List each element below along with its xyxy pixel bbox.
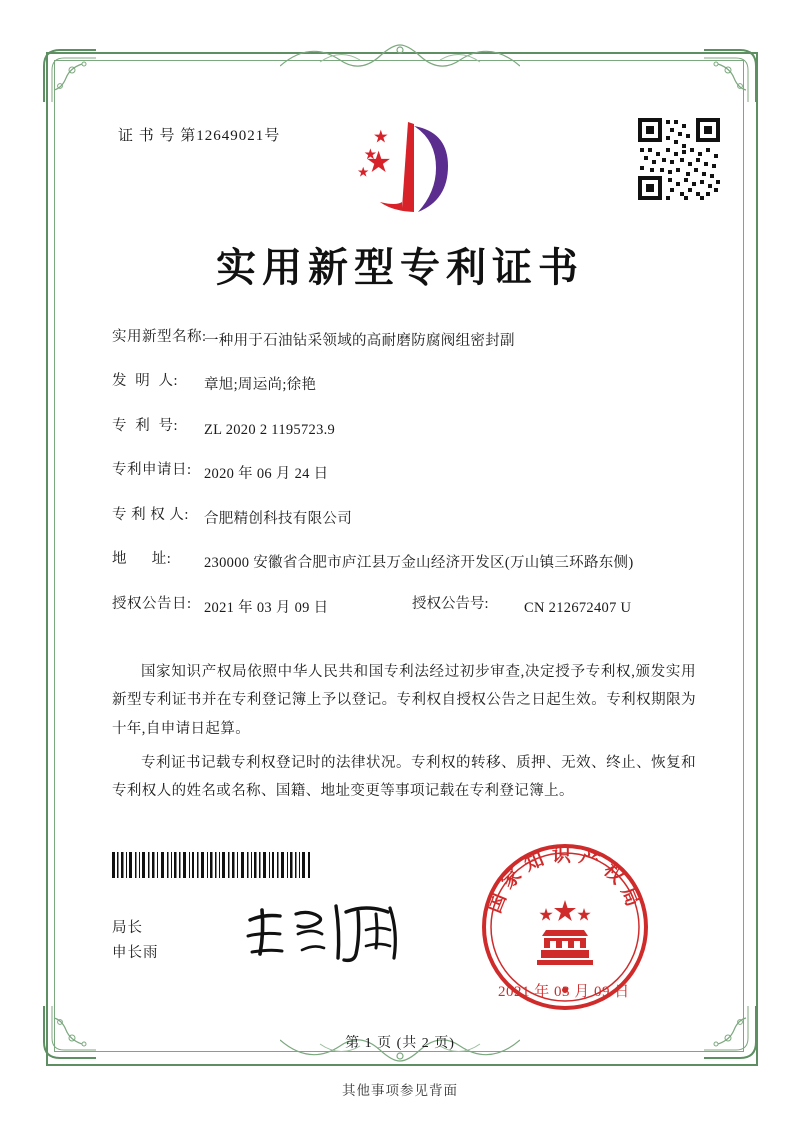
field-list	[112, 330, 712, 641]
field-patentee	[112, 508, 712, 530]
announcement-number-label: 授权公告号:	[412, 595, 489, 612]
announcement-date-value: 2021 年 03 月 09 日	[204, 599, 329, 616]
field-announcement	[112, 597, 712, 619]
director-title: 局长	[112, 920, 143, 936]
paragraph: 国家知识产权局依照中华人民共和国专利法经过初步审查,决定授予专利权,颁发实用新型专利证书并在专利登记簿上予以登记。专利权自授权公告之日起生效。专利权期限为十年,自申请日起算。	[112, 664, 696, 737]
field-label: 发 明 人:	[112, 373, 179, 390]
cnipa-logo-icon	[352, 112, 462, 222]
field-label: 专 利 权 人:	[112, 506, 189, 523]
legal-text	[112, 658, 696, 811]
page-title: 实用新型专利证书	[216, 245, 584, 291]
field-address	[112, 552, 712, 574]
paragraph: 专利证书记载专利权登记时的法律状况。专利权的转移、质押、无效、终止、恢复和专利权人的姓名或名称、国籍、地址变更等事项记载在专利登记簿上。	[112, 754, 696, 800]
director-name: 申长雨	[112, 945, 159, 962]
barcode-icon	[112, 852, 312, 878]
page-number: 第 1 页 (共 2 页)	[345, 1036, 455, 1051]
field-label: 专 利 号:	[112, 417, 179, 434]
field-label: 地 址:	[112, 551, 172, 568]
field-value: 2020 年 06 月 24 日	[204, 466, 329, 483]
field-value: 合肥精创科技有限公司	[204, 510, 352, 527]
announcement-date-label: 授权公告日:	[112, 595, 192, 612]
field-patent-number	[112, 419, 712, 441]
field-label: 专利申请日:	[112, 462, 192, 479]
qr-code-icon	[636, 116, 722, 202]
announcement-number-value: CN 212672407 U	[524, 599, 632, 616]
footnote: 其他事项参见背面	[342, 1083, 458, 1098]
seal-date: 2021 年 03 月 09 日	[498, 984, 630, 1000]
certificate-number: 证 书 号 第12649021号	[118, 128, 281, 144]
handwritten-signature-icon	[240, 898, 420, 968]
field-label: 实用新型名称:	[112, 329, 207, 345]
top-flourish-icon	[280, 36, 520, 72]
field-value: 230000 安徽省合肥市庐江县万金山经济开发区(万山镇三环路东侧)	[204, 555, 634, 572]
field-value: 一种用于石油钻采领域的高耐磨防腐阀组密封副	[204, 333, 515, 349]
director-label-block	[112, 916, 159, 967]
field-value: ZL 2020 2 1195723.9	[204, 421, 336, 438]
field-value: 章旭;周运尚;徐艳	[204, 377, 317, 394]
svg-text:国家知识产权局: 国家知识产权局	[483, 844, 647, 917]
field-utility-model-name	[112, 330, 712, 352]
field-inventors	[112, 374, 712, 396]
field-application-date	[112, 463, 712, 485]
